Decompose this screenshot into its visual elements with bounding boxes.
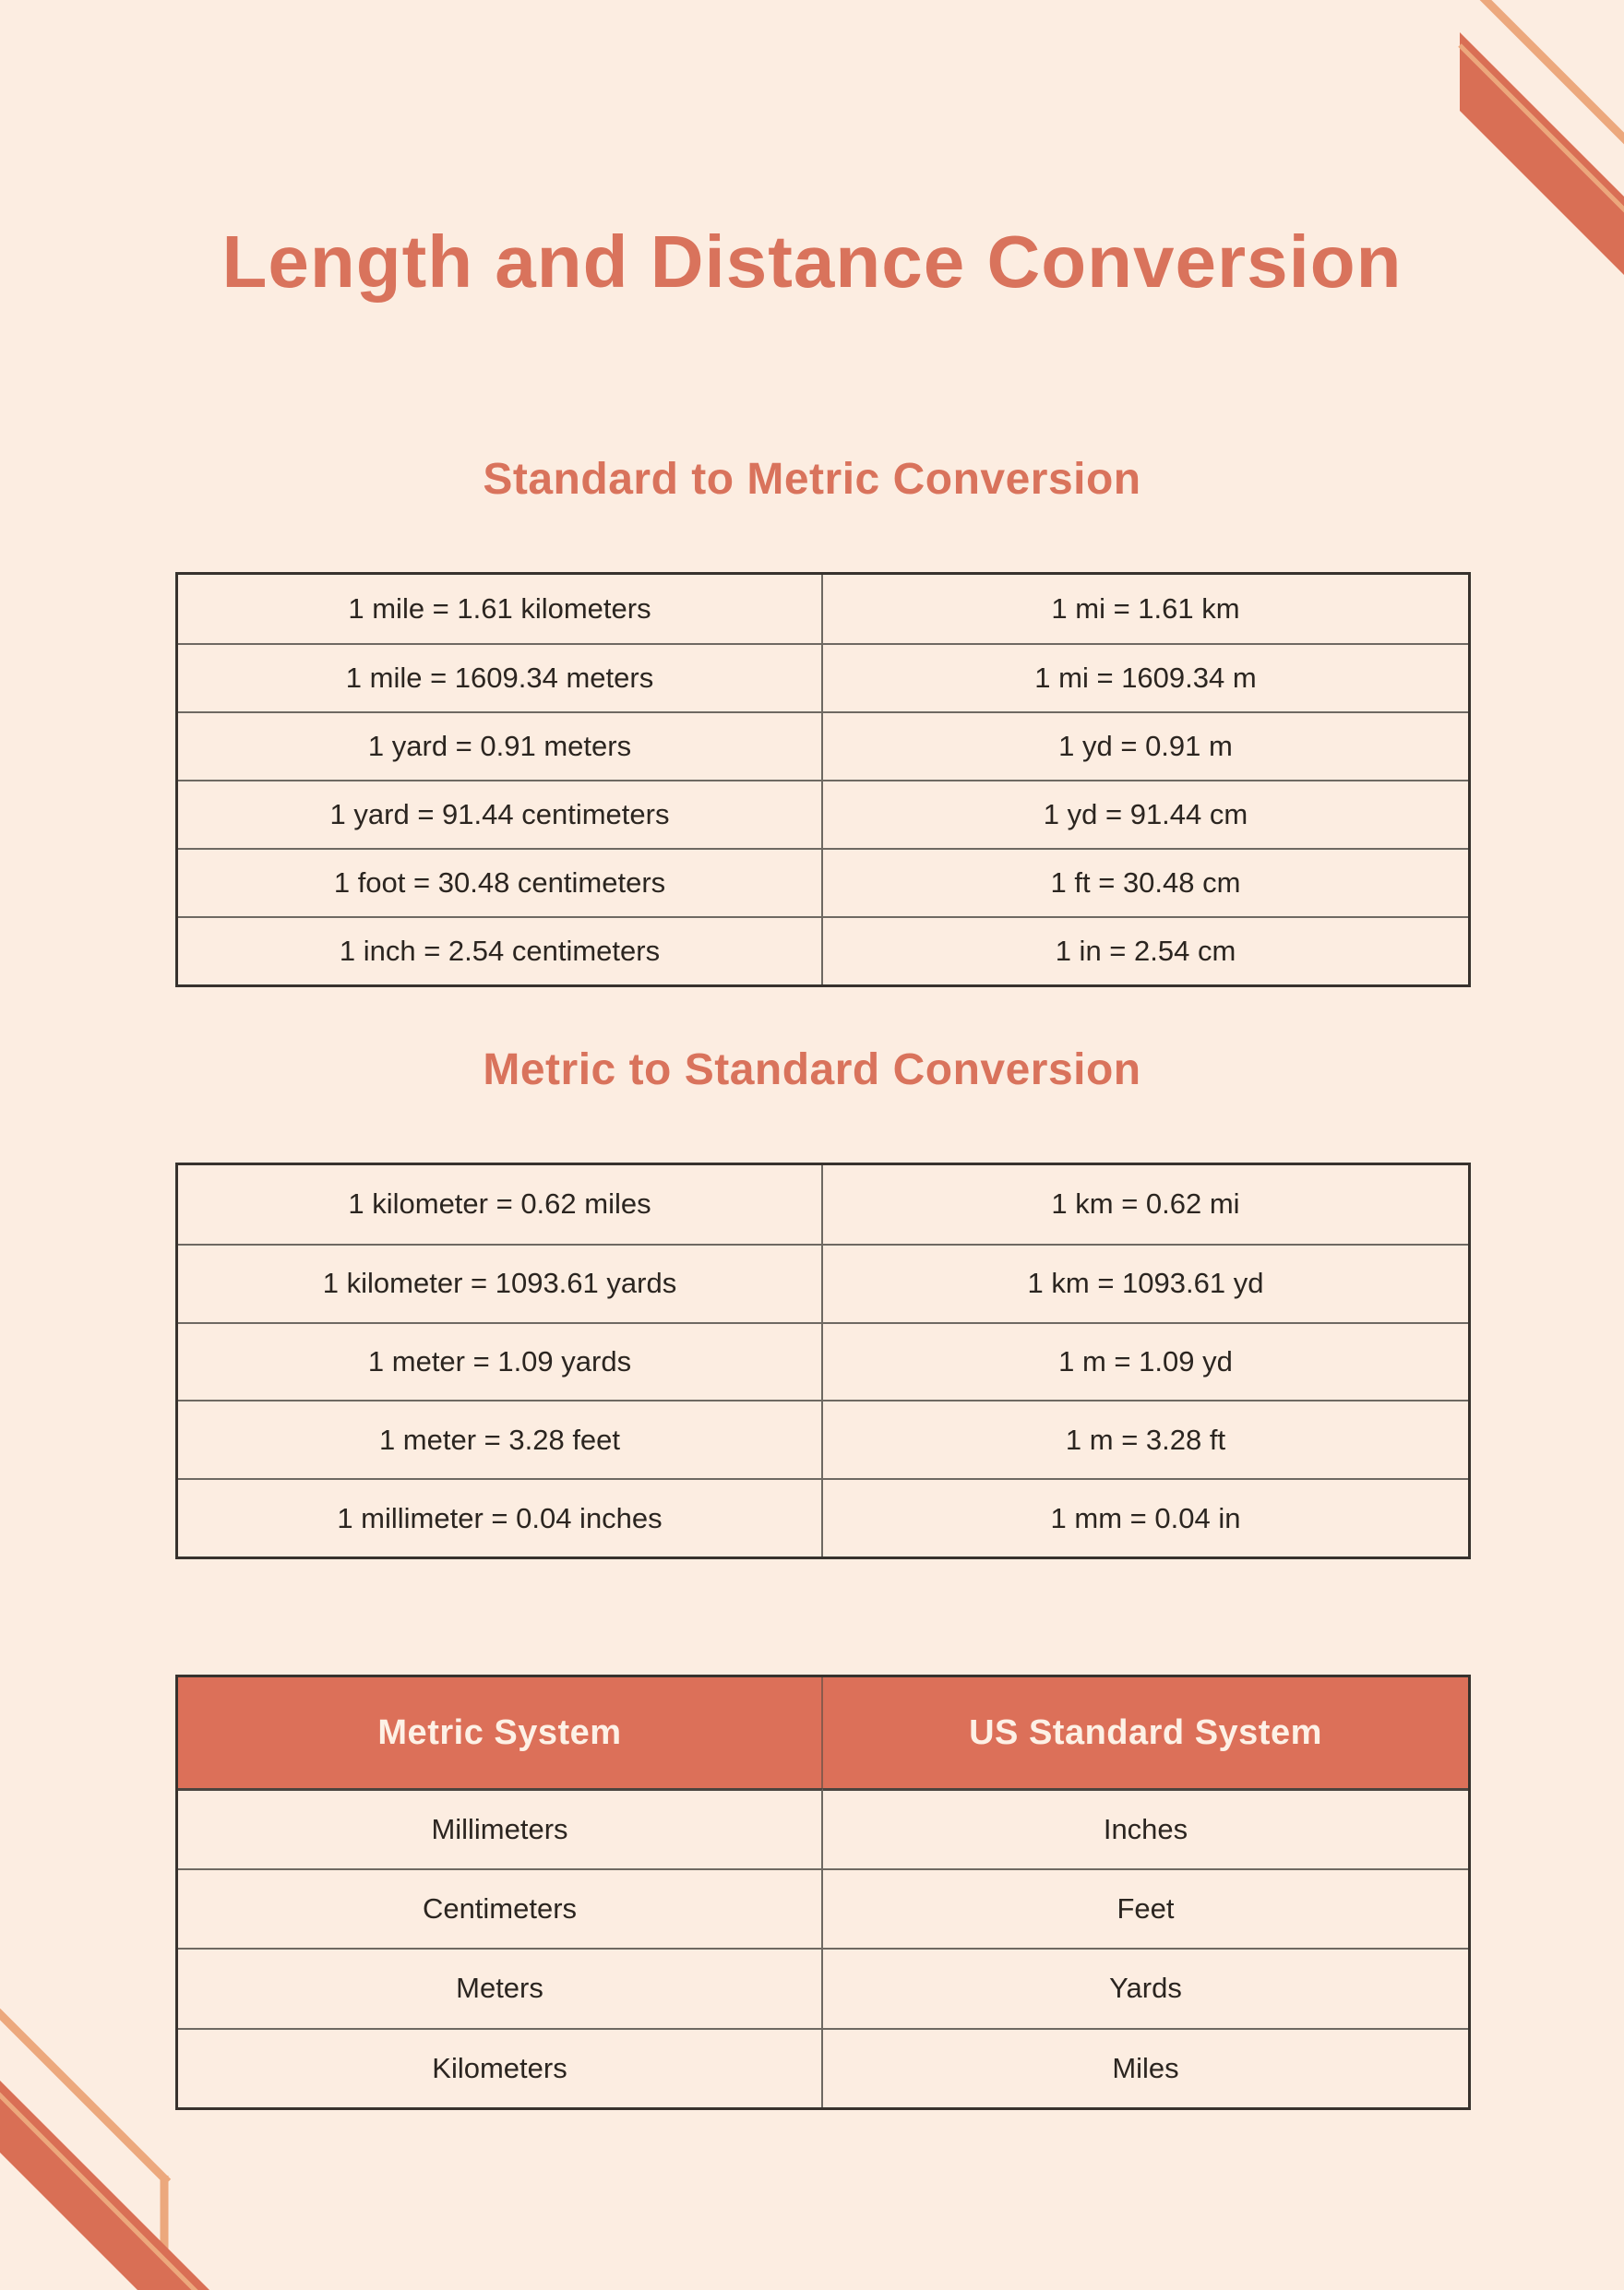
table-cell: 1 mi = 1609.34 m	[823, 643, 1468, 711]
coral-band	[0, 2081, 209, 2290]
table-cell: 1 m = 3.28 ft	[823, 1400, 1468, 1478]
table-cell: 1 millimeter = 0.04 inches	[178, 1478, 823, 1556]
table-cell: 1 foot = 30.48 centimeters	[178, 848, 823, 916]
table-cell: 1 yard = 0.91 meters	[178, 711, 823, 780]
table-cell: Meters	[178, 1948, 823, 2028]
tan-stripe-outer	[0, 2003, 168, 2182]
table-cell: 1 meter = 1.09 yards	[178, 1322, 823, 1401]
table-cell: 1 kilometer = 1093.61 yards	[178, 1244, 823, 1322]
table-cell: 1 yd = 0.91 m	[823, 711, 1468, 780]
table-cell: Yards	[823, 1948, 1468, 2028]
tan-stripe-inner	[1460, 45, 1624, 237]
table-cell: 1 mile = 1.61 kilometers	[178, 575, 823, 643]
table-cell: 1 meter = 3.28 feet	[178, 1400, 823, 1478]
table-cell: Kilometers	[178, 2028, 823, 2108]
table-cell: Miles	[823, 2028, 1468, 2108]
metric-to-standard-table	[175, 1163, 1471, 1559]
table-cell: 1 m = 1.09 yd	[823, 1322, 1468, 1401]
table-cell: 1 mile = 1609.34 meters	[178, 643, 823, 711]
table-cell: 1 mm = 0.04 in	[823, 1478, 1468, 1556]
table-cell: 1 yard = 91.44 centimeters	[178, 780, 823, 848]
table-cell: 1 kilometer = 0.62 miles	[178, 1165, 823, 1244]
standard-to-metric-table	[175, 572, 1471, 987]
table-cell: 1 in = 2.54 cm	[823, 916, 1468, 984]
tan-stripe-outer	[1473, 0, 1624, 166]
table-cell: Millimeters	[178, 1788, 823, 1868]
tan-stripe-inner	[0, 2091, 199, 2290]
table-cell: 1 inch = 2.54 centimeters	[178, 916, 823, 984]
system-comparison-table	[175, 1675, 1471, 2110]
table-cell: Centimeters	[178, 1868, 823, 1949]
table-cell: 1 km = 1093.61 yd	[823, 1244, 1468, 1322]
table-header-metric-system: Metric System	[178, 1677, 823, 1788]
table-header-us-standard-system: US Standard System	[823, 1677, 1468, 1788]
table-cell: 1 ft = 30.48 cm	[823, 848, 1468, 916]
table-cell: Feet	[823, 1868, 1468, 1949]
table-cell: Inches	[823, 1788, 1468, 1868]
section-heading-metric-to-standard: Metric to Standard Conversion	[483, 1045, 1141, 1094]
page-title: Length and Distance Conversion	[221, 221, 1403, 303]
table-cell: 1 mi = 1.61 km	[1051, 592, 1240, 625]
table-cell: 1 km = 0.62 mi	[1051, 1187, 1240, 1221]
section-heading-standard-to-metric: Standard to Metric Conversion	[483, 455, 1141, 504]
table-cell: 1 yd = 91.44 cm	[823, 780, 1468, 848]
